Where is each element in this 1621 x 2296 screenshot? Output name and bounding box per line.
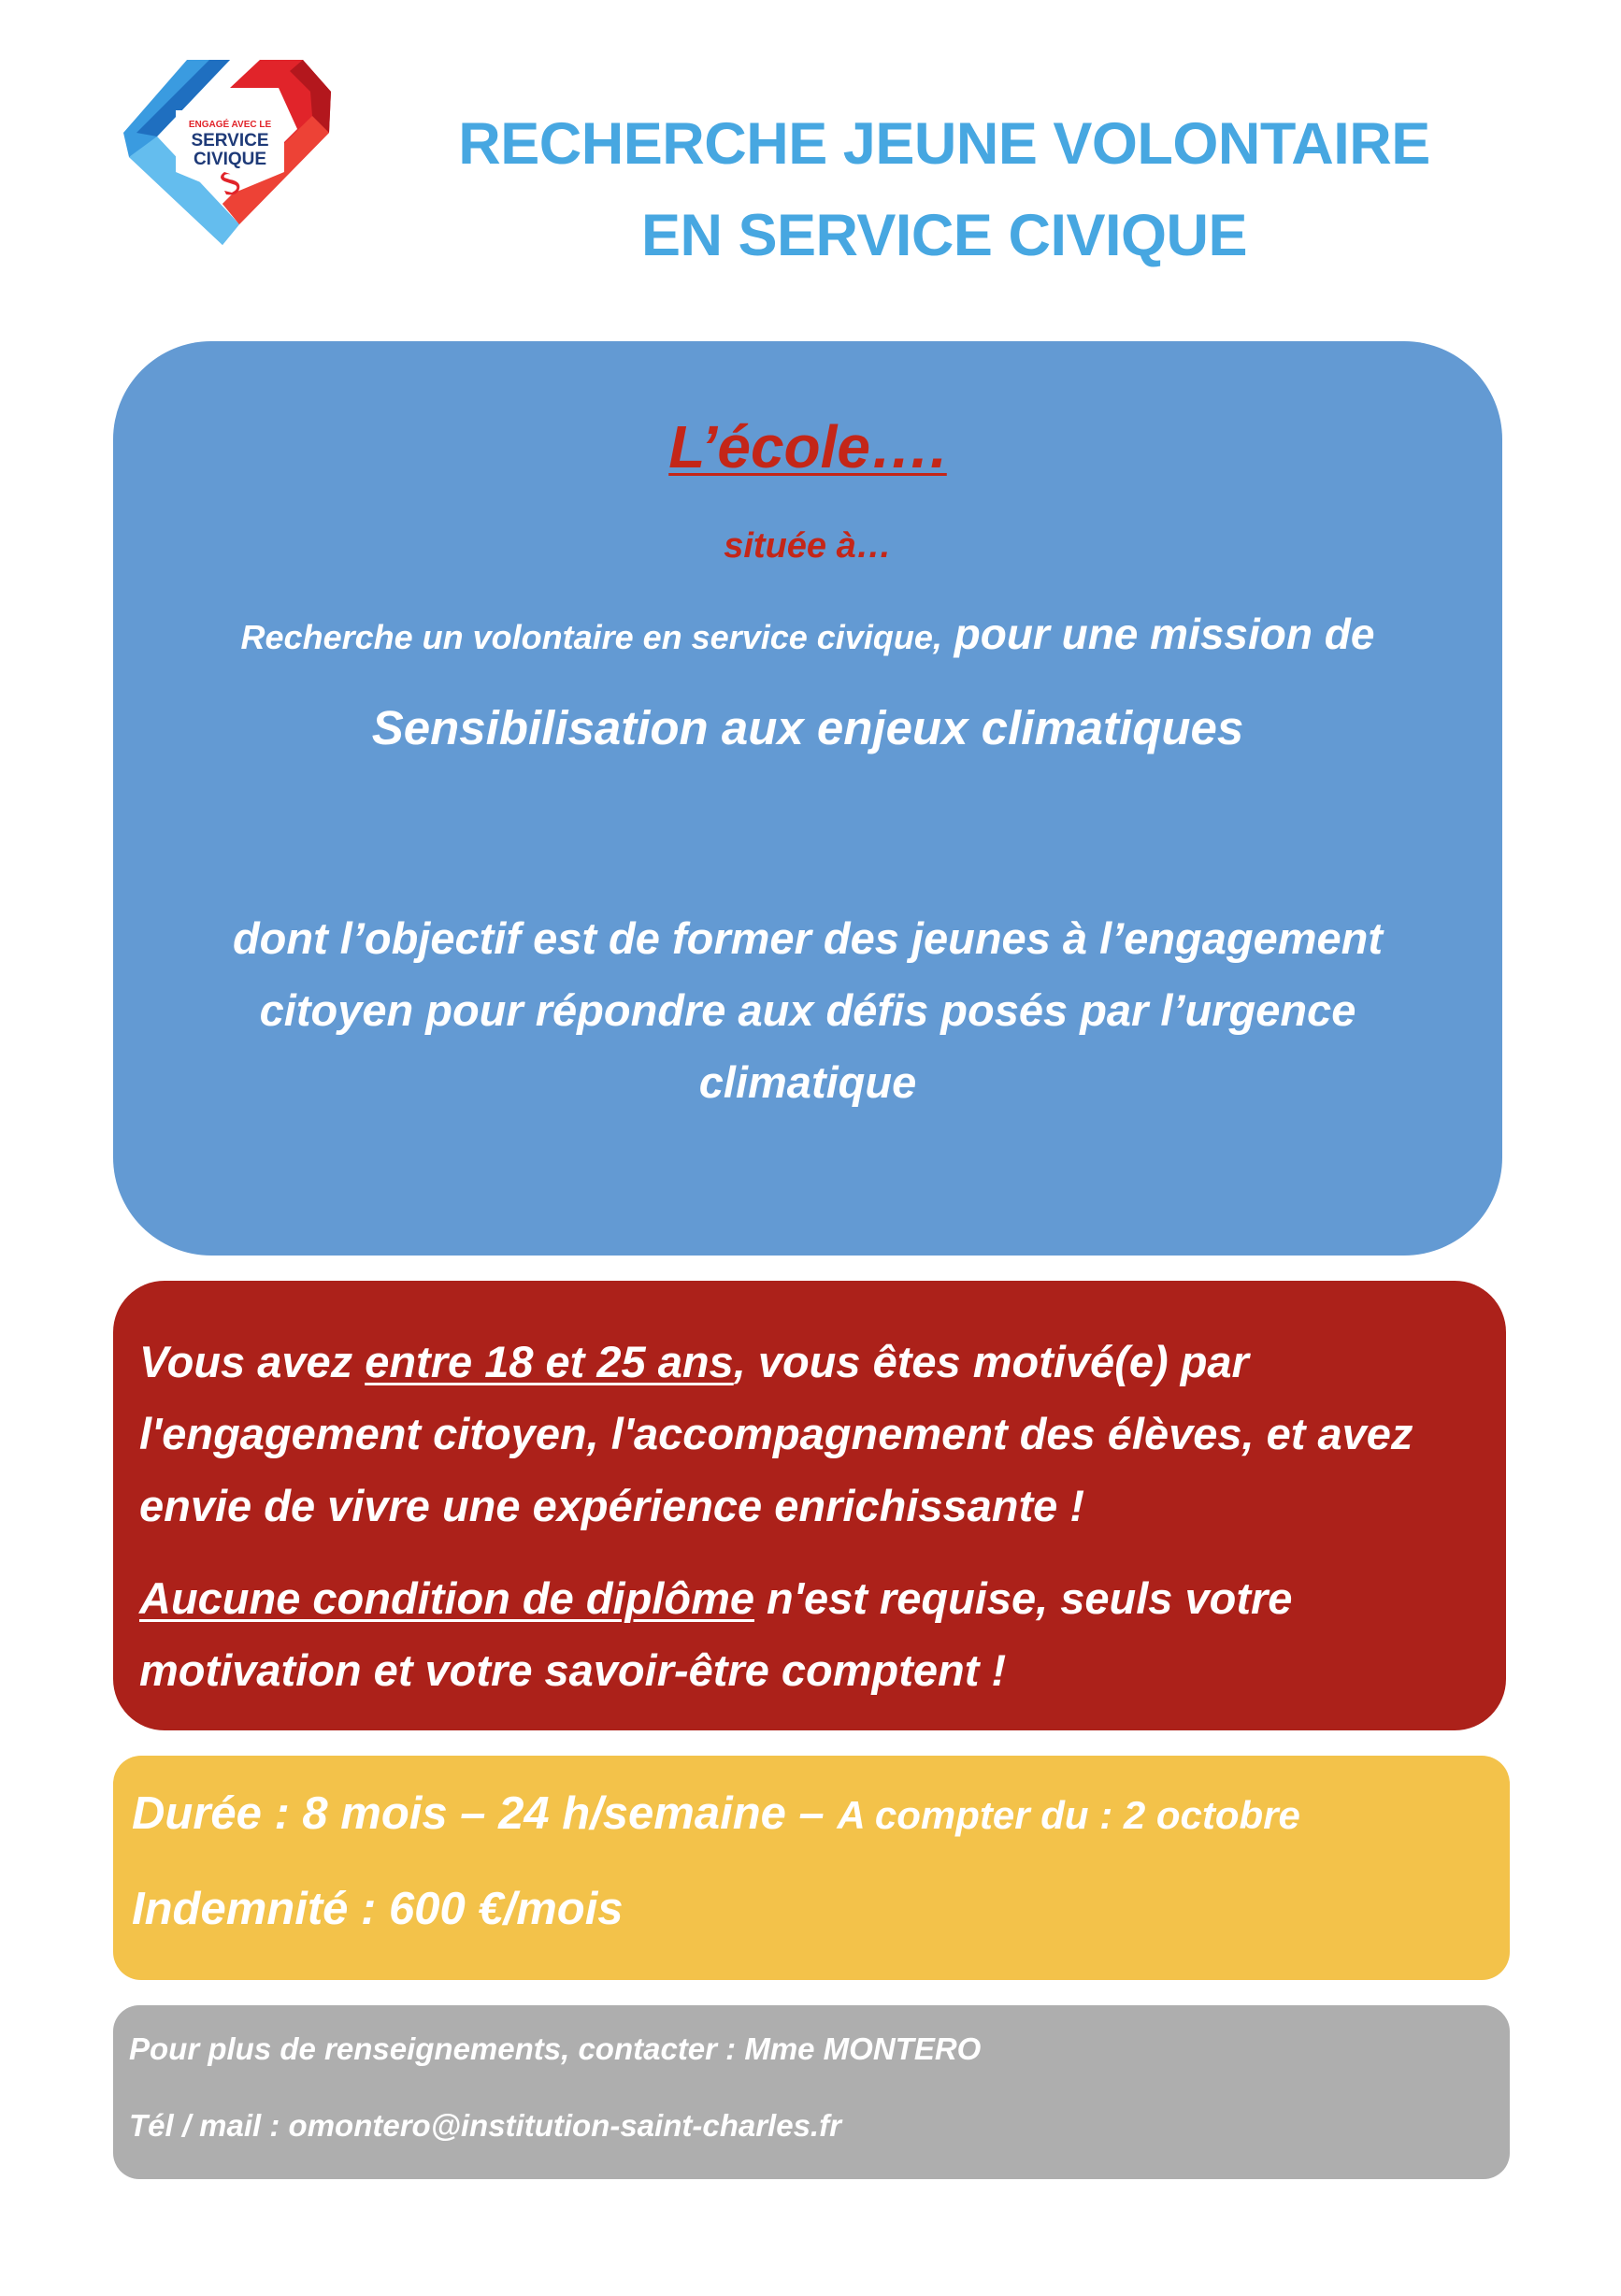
profile-p1-before: Vous avez xyxy=(139,1337,366,1386)
school-name: L’école…. xyxy=(668,413,947,481)
profile-p2-after: n'est requise, seuls votre motivation et votre savoir-être comptent ! xyxy=(139,1573,1293,1695)
profile-text xyxy=(139,1326,1469,1706)
contact-email: Tél / mail : omontero@institution-saint-charles.fr xyxy=(129,2108,841,2143)
contact-person: Pour plus de renseignements, contacter : Mme MONTERO xyxy=(129,2031,982,2066)
page-title xyxy=(374,98,1514,281)
recherche-text: Recherche un volontaire en service civique, xyxy=(240,618,942,656)
profile-p1-after: , vous êtes motivé(e) par l'engagement citoyen, l'accompagnement des élèves, et avez envie de vivre une expérience enrichissante ! xyxy=(139,1337,1413,1530)
mission-objective: dont l’objectif est de former des jeunes à l’engagement citoyen pour répondre aux défis posés par l’urgence climatique xyxy=(232,913,1384,1107)
logo-text-line1: ENGAGÉ AVEC LE xyxy=(188,120,272,130)
profile-box xyxy=(113,1281,1506,1730)
mission-title: Sensibilisation aux enjeux climatiques xyxy=(371,701,1244,754)
start-date: A compter du : 2 octobre xyxy=(837,1793,1300,1837)
duration-line xyxy=(132,1787,1300,1840)
allowance: Indemnité : 600 €/mois xyxy=(132,1884,624,1934)
recherche-line xyxy=(113,609,1502,659)
duration: Durée : 8 mois – 24 h/semaine – xyxy=(132,1788,838,1839)
school-location: située à… xyxy=(724,526,892,566)
logo-text-line3: CIVIQUE xyxy=(193,150,267,169)
title-line-1: RECHERCHE JEUNE VOLONTAIRE xyxy=(458,111,1430,177)
title-line-2: EN SERVICE CIVIQUE xyxy=(640,203,1247,268)
heart-logo-icon xyxy=(120,54,335,260)
age-range: entre 18 et 25 ans xyxy=(365,1337,734,1386)
service-civique-logo xyxy=(120,54,335,260)
conditions-box xyxy=(113,1756,1510,1980)
mission-box xyxy=(113,341,1502,1256)
profile-paragraph-1 xyxy=(139,1326,1469,1542)
logo-text-line2: SERVICE xyxy=(191,131,269,151)
profile-paragraph-2 xyxy=(139,1562,1469,1706)
mission-intro: pour une mission de xyxy=(941,610,1375,658)
contact-box xyxy=(113,2005,1510,2179)
no-diploma-condition: Aucune condition de diplôme xyxy=(139,1573,754,1623)
